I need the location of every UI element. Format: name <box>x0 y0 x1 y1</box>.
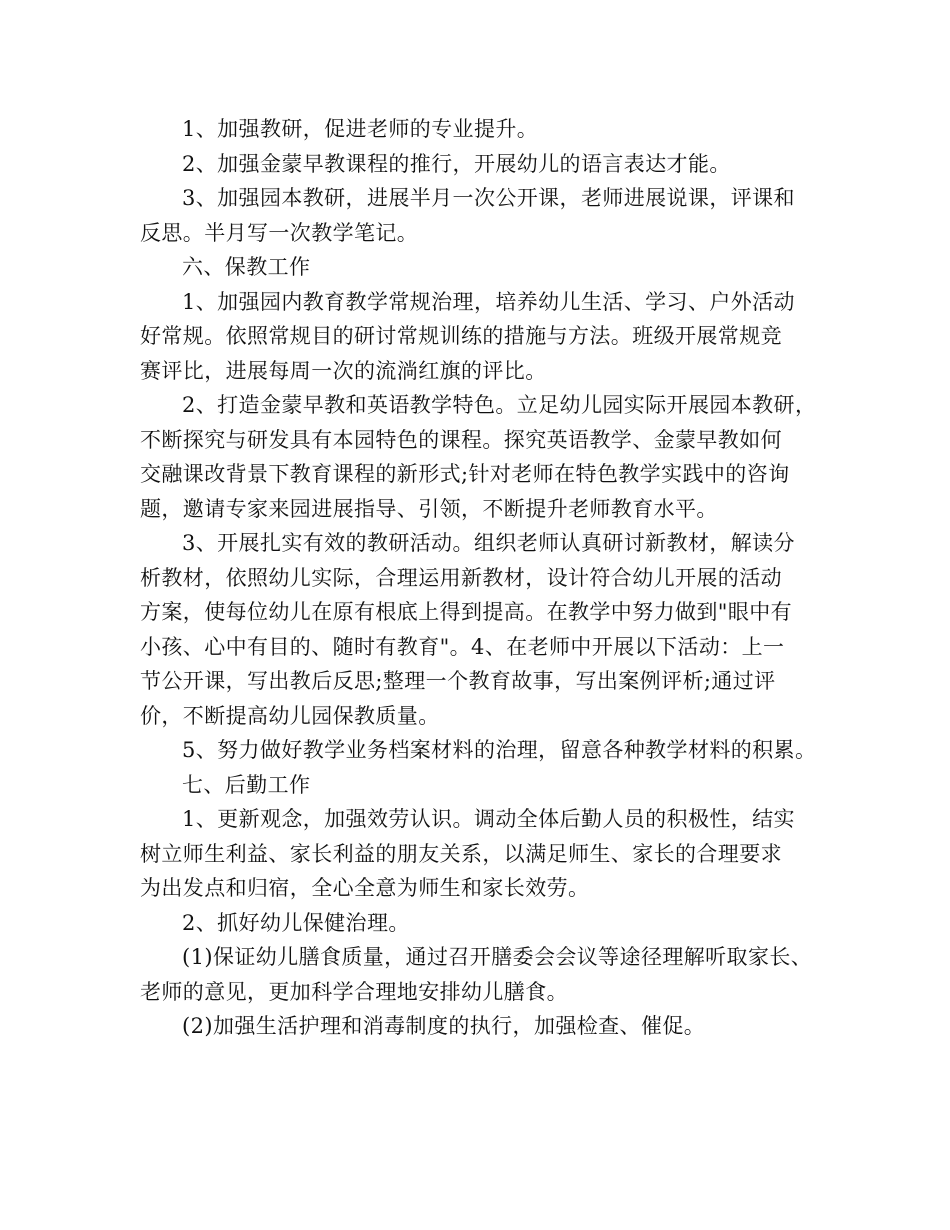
text-line: 1、更新观念，加强效劳认识。调动全体后勤人员的积极性，结实 <box>182 807 795 831</box>
document-body <box>140 112 816 1044</box>
text-line: 3、加强园本教研，进展半月一次公开课，老师进展说课，评课和 <box>182 186 795 210</box>
text-line: (1)保证幼儿膳食质量，通过召开膳委会会议等途径理解听取家长、 <box>182 945 813 969</box>
text-line: 5、努力做好教学业务档案材料的治理，留意各种教学材料的积累。 <box>182 738 817 762</box>
text-line: (2)加强生活护理和消毒制度的执行，加强检查、催促。 <box>182 1014 706 1038</box>
text-line: 树立师生利益、家长利益的朋友关系，以满足师生、家长的合理要求 <box>140 841 782 866</box>
text-line: 反思。半月写一次教学笔记。 <box>140 220 419 245</box>
text-line: 3、开展扎实有效的教研活动。组织老师认真研讨新教材，解读分 <box>182 531 795 555</box>
text-line: 小孩、心中有目的、随时有教育"。4、在老师中开展以下活动：上一 <box>140 634 785 659</box>
section-heading: 六、保教工作 <box>182 255 311 279</box>
text-line: 价，不断提高幼儿园保教质量。 <box>140 703 440 728</box>
text-line: 好常规。依照常规目的研讨常规训练的措施与方法。班级开展常规竞 <box>140 324 782 348</box>
text-line: 题，邀请专家来园进展指导、引领，不断提升老师教育水平。 <box>140 496 718 521</box>
text-line: 为出发点和归宿，全心全意为师生和家长效劳。 <box>140 876 590 900</box>
text-line: 老师的意见，更加科学合理地安排幼儿膳食。 <box>140 979 568 1004</box>
text-line: 1、加强教研，促进老师的专业提升。 <box>182 117 539 141</box>
text-line: 1、加强园内教育教学常规治理，培养幼儿生活、学习、户外活动 <box>182 289 795 314</box>
text-line: 2、抓好幼儿保健治理。 <box>182 910 410 935</box>
text-line: 节公开课，写出教后反思;整理一个教育故事，写出案例评析;通过评 <box>140 669 776 693</box>
text-line: 交融课改背景下教育课程的新形式;针对老师在特色教学实践中的咨询 <box>140 462 790 486</box>
section-heading: 七、后勤工作 <box>182 772 311 797</box>
text-line: 2、打造金蒙早教和英语教学特色。立足幼儿园实际开展园本教研， <box>182 393 817 417</box>
text-line: 赛评比，进展每周一次的流淌红旗的评比。 <box>140 358 547 383</box>
text-line: 析教材，依照幼儿实际，合理运用新教材，设计符合幼儿开展的活动 <box>140 565 782 590</box>
text-line: 方案，使每位幼儿在原有根底上得到提高。在教学中努力做到"眼中有 <box>140 600 793 624</box>
text-line: 不断探究与研发具有本园特色的课程。探究英语教学、金蒙早教如何 <box>140 427 782 452</box>
text-line: 2、加强金蒙早教课程的推行，开展幼儿的语言表达才能。 <box>182 151 731 176</box>
